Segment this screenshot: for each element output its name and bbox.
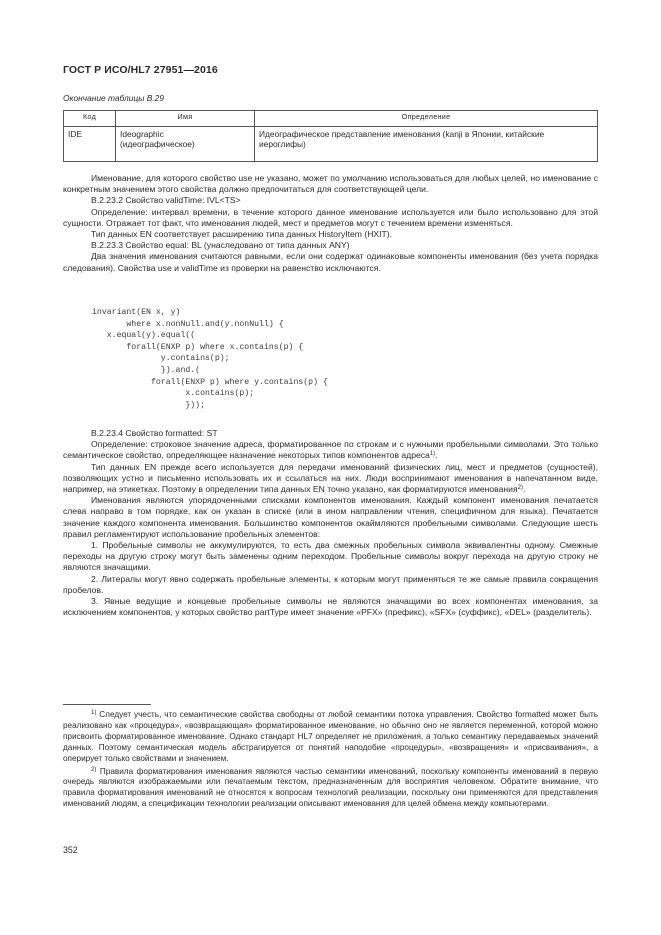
codes-table [63,110,598,162]
table-row [64,127,598,162]
subsection-heading: В.2.23.2 Свойство validTime: IVL<TS> [91,195,241,206]
footnote-ref: 2) [517,485,523,492]
table-header-row [64,111,598,127]
footnote-divider [63,704,151,705]
column-header-definition: Определение [255,111,598,127]
footnotes [63,710,598,810]
footnote-ref: 1) [429,451,436,458]
standard-title: ГОСТ Р ИСО/HL7 27951—2016 [63,64,218,76]
footnote-1 [63,710,598,765]
footnote-text: Правила форматирования именования являются частью семантики именований, поскольку компоненты именований в первую очередь являются изображаемыми или печатаемым текстом, предназначенным для восприятия человеком. Обратите внимание, что правила форматирования именований не относятся к вопросам технологий реализации, поскольку они применяются для представления именований людям, а спецификации технологии реализации описывают именования для целей обмена между компьютерами. [63,766,598,809]
footnote-2 [63,767,598,811]
list-item: 1. Пробельные символы не аккумулируются, то есть два смежных пробельных символа эквивалентны одному. Смежные переходы на другую строку могут быть заменены одним переходом. Пробельные символы вокруг перехода на другую строку не являются значащими. [63,540,598,573]
page-number: 352 [63,845,78,855]
subsection-heading: В.2.23.4 Свойство formatted: ST [91,428,218,438]
column-header-name: Имя [116,111,255,127]
paragraph: Тип данных EN прежде всего используется для передачи именований физических лиц, мест и предметов (сущностей), позволяющих устно и письменно использовать их и ссылаться на них. Люди воспринимают именования в напечатанном виде, например, на этикетках. Поэтому в определении типа данных EN точно указано, как форматируются именования$^{2)}$. [63,461,598,495]
body-section-1 [63,173,598,274]
list-item: 3. Явные ведущие и концевые пробельные символы не являются значащими во всех компонентах именования, за исключением компонентов, у которых свойство partType имеет значение «PFX» (префикс), «SFX» (суффикс), «DEL» (разделитель). [63,596,598,618]
paragraph: Два значения именования считаются равными, если они содержат одинаковые компоненты именования (без учета порядка следования). Свойства use и validTime из проверки на равенство исключаются. [63,251,598,273]
cell-definition: Идеографическое представление именования (kanji в Японии, китайские иероглифы) [255,127,598,162]
paragraph: Именования являются упорядоченными списками компонентов именования. Каждый компонент именования печатается слева направо в том порядке, как он указан в списке (или в ином направлении чтения, специфичном для языка). Печатается значение каждого компонента именования. Большинство компонентов окаймляются пробельными символами. Следующие шесть правил регламентируют использование пробельных элементов: [63,495,598,539]
subsection-heading: В.2.23.3 Свойство equal: BL (унаследовано от типа данных ANY) [91,240,350,251]
table-caption: Окончание таблицы В.29 [63,93,164,103]
paragraph: Тип данных EN соответствует расширению типа данных HistoryItem (HXIT). [91,229,393,240]
cell-code: IDE [64,127,116,162]
paragraph: Определение: интервал времени, в течение которого данное именование используется или было использовано для этой сущности. Отражает тот факт, что именования людей, мест и предметов могут с течением времени изменяться. [63,206,598,228]
paragraph: Определение: строковое значение адреса, форматированное по строкам и с нужными пробельными символами. Это только семантическое свойство, определяющее назначение некоторых типов компонентов адреса$^{1)}$. [63,439,598,461]
footnote-text: Следует учесть, что семантические свойства свободны от любой семантики потока управления. Свойство formatted может быть реализовано как «процедура», «возвращающая» форматированное именование, но обычно оно не является переменной, которой можно присвоить форматированное именование. Однако стандарт HL7 определяет не приложения, а только семантику передаваемых значений данных. Поэтому семантическая модель абстрагируется от понятий наподобие «процедуры», «возвращения» и «присваивания», а оперирует только свойствами и значением. [63,710,598,763]
column-header-code: Код [64,111,116,127]
body-section-2 [63,428,598,618]
footnote-mark: 2) [91,766,97,773]
paragraph-text: Тип данных EN прежде всего используется для передачи именований физических лиц, мест и предметов (сущностей), позволяющих устно и письменно использовать их и ссылаться на них. Люди воспринимают именования в напечатанном виде, например, на этикетках. Поэтому в определении типа данных EN точно указано, как форматируются именования [63,461,598,495]
paragraph: Именование, для которого свойство use не указано, может по умолчанию использоваться для любых целей, но именование с конкретным значением этого свойства должно предпочитаться для соответствующей цели. [63,173,598,195]
code-listing: invariant(EN x, y) where x.nonNull.and(y.nonNull) { x.equal(y).equal(( forall(ENXP p) where x.contains(p) { y.contains(p); }).and.( forall(ENXP p) where y.contains(p) { x.contains(p); })); [92,308,328,410]
paragraph-text: Определение: строковое значение адреса, форматированное по строкам и с нужными пробельными символами. Это только семантическое свойство, определяющее назначение некоторых типов компонентов адреса [63,439,598,461]
cell-name: Ideographic (идеографическое) [116,127,255,162]
footnote-mark: 1) [91,710,97,716]
list-item: 2. Литералы могут явно содержать пробельные элементы, к которым могут применяться те же самые правила сокращения пробелов. [63,573,598,595]
